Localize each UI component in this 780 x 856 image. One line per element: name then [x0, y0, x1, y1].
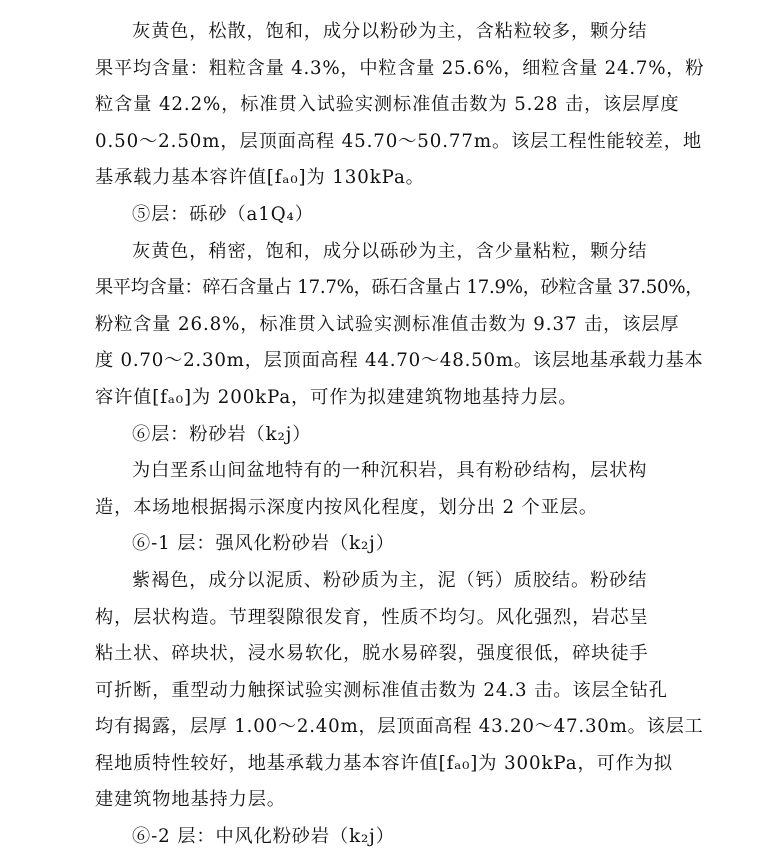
- paragraph-line: 紫褐色，成分以泥质、粉砂质为主，泥（钙）质胶结。粉砂结: [132, 569, 648, 591]
- paragraph-line: 建建筑物地基持力层。: [95, 789, 286, 811]
- paragraph-line: 灰黄色，松散，饱和，成分以粉砂为主，含粘粒较多，颗分结: [132, 21, 648, 42]
- document-body: [95, 14, 704, 856]
- paragraph-line: 0.50～2.50m，层顶面高程 45.70～50.77m。该层工程性能较差，地: [95, 130, 702, 152]
- section-heading: ⑥层：粉砂岩（k₂j）: [132, 423, 312, 445]
- paragraph-line: 粘土状、碎块状，浸水易软化，脱水易碎裂，强度很低，碎块徒手: [95, 643, 649, 665]
- paragraph-line: 均有揭露，层厚 1.00～2.40m，层顶面高程 43.20～47.30m。该层工: [95, 716, 704, 738]
- paragraph-line: 粉粒含量 26.8%，标准贯入试验实测标准值击数为 9.37 击，该层厚: [95, 313, 680, 335]
- paragraph-line: 粒含量 42.2%，标准贯入试验实测标准值击数为 5.28 击，该层厚度: [95, 94, 680, 116]
- paragraph-line: 果平均含量：碎石含量占 17.7%，砾石含量占 17.9%，砂粒含量 37.50%，: [95, 277, 704, 299]
- paragraph-line: 基承载力基本容许值[fₐ₀]为 130kPa。: [95, 167, 425, 189]
- paragraph: [95, 234, 704, 417]
- paragraph-line: 可折断，重型动力触探试验实测标准值击数为 24.3 击。该层全钻孔: [95, 679, 668, 701]
- paragraph-line: 度 0.70～2.30m，层顶面高程 44.70～48.50m。该层地基承载力基本: [95, 350, 704, 372]
- paragraph-line: 灰黄色，稍密，饱和，成分以砾砂为主，含少量粘粒，颗分结: [132, 240, 648, 262]
- paragraph: [95, 563, 704, 819]
- section-heading: ⑤层：砾砂（a1Q₄）: [132, 203, 314, 225]
- paragraph-line: 造，本场地根据揭示深度内按风化程度，划分出 2 个亚层。: [95, 496, 599, 518]
- paragraph-line: 程地质特性较好，地基承载力基本容许值[fₐ₀]为 300kPa，可作为拟: [95, 752, 673, 774]
- paragraph-line: 容许值[fₐ₀]为 200kPa，可作为拟建建筑物地基持力层。: [95, 386, 578, 408]
- paragraph-line: 构，层状构造。节理裂隙很发育，性质不均匀。风化强烈，岩芯呈: [95, 606, 649, 628]
- paragraph-line: 果平均含量：粗粒含量 4.3%，中粒含量 25.6%，细粒含量 24.7%，粉: [95, 57, 705, 79]
- paragraph-line: 为白垩系山间盆地特有的一种沉积岩，具有粉砂结构，层状构: [132, 460, 648, 482]
- section-heading: ⑥-2 层：中风化粉砂岩（k₂j）: [132, 826, 395, 848]
- paragraph: [95, 453, 704, 526]
- paragraph: [95, 14, 704, 197]
- section-heading: ⑥-1 层：强风化粉砂岩（k₂j）: [132, 533, 395, 555]
